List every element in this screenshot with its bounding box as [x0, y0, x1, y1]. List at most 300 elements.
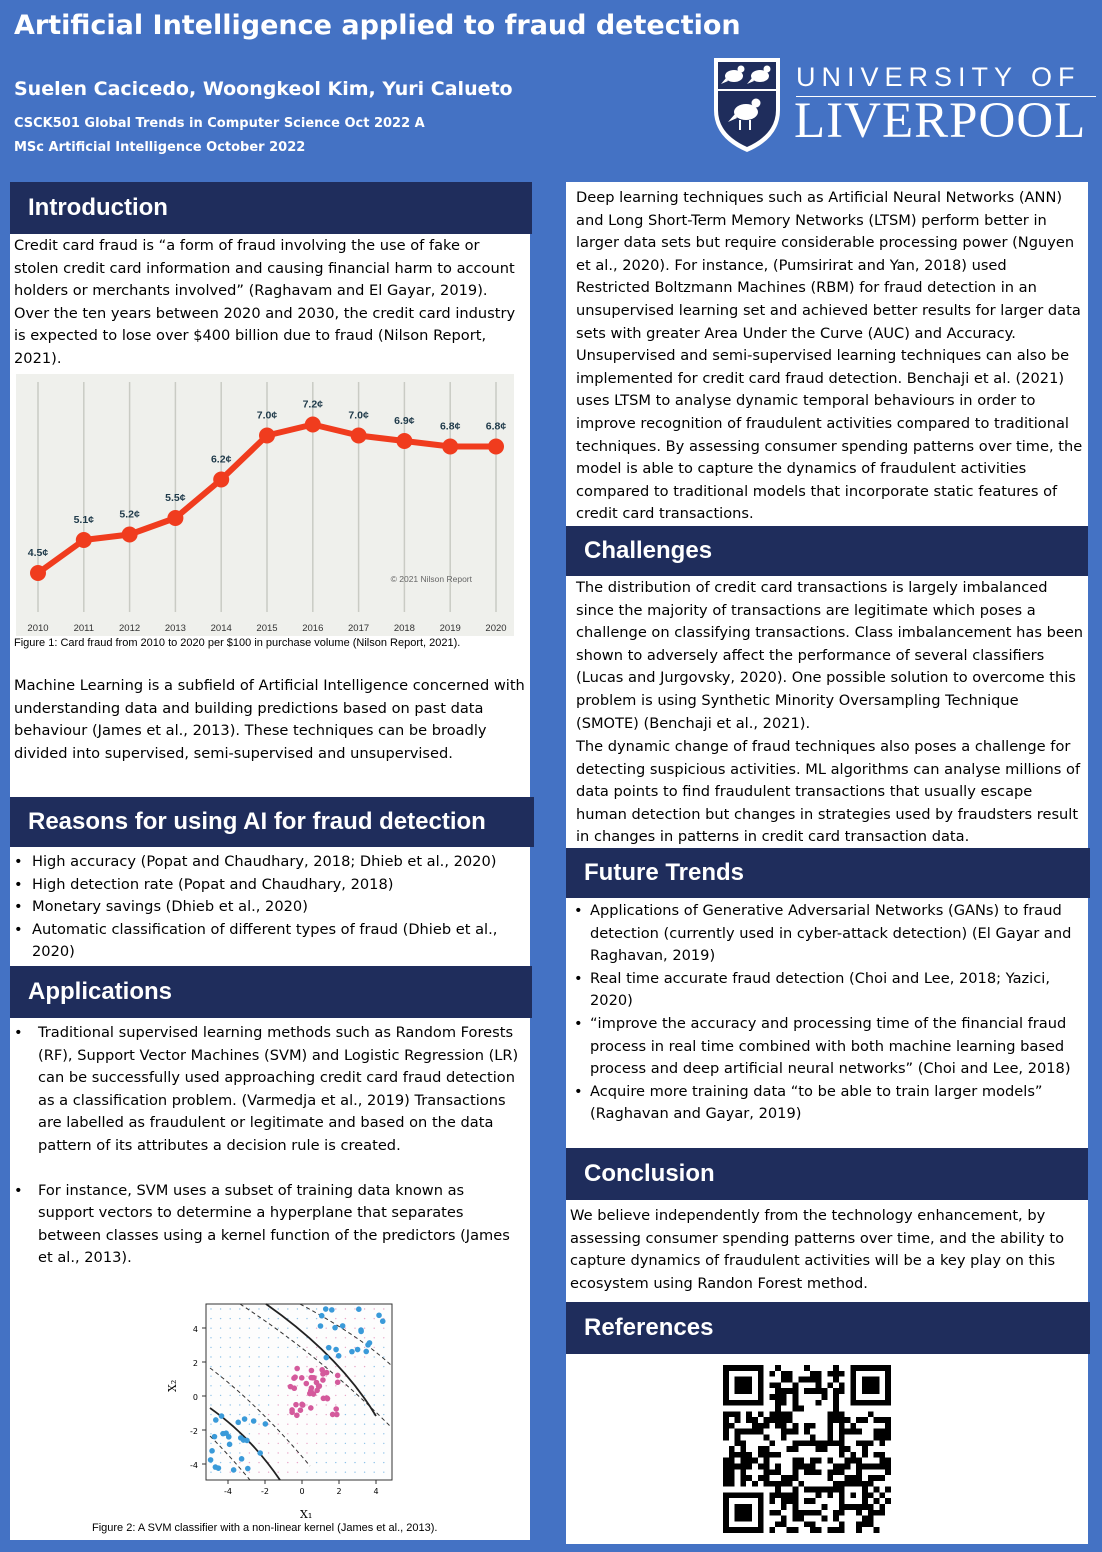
fig2-xlabel: X₁: [300, 1508, 313, 1521]
chart-data-label: 6.2¢: [210, 453, 232, 466]
qr-module: [874, 1527, 880, 1533]
fig2-bg-dot: [268, 1376, 269, 1377]
fig2-bg-dot: [306, 1443, 307, 1444]
fig2-bg-dot: [239, 1443, 240, 1444]
reasons-item: • High detection rate (Popat and Chaudhary, 2018): [10, 874, 526, 897]
fig2-bg-dot: [383, 1443, 384, 1444]
fig2-bg-dot: [335, 1404, 336, 1405]
fig2-bg-dot: [306, 1424, 307, 1425]
fig2-bg-dot: [364, 1472, 365, 1473]
fig2-bg-dot: [383, 1433, 384, 1434]
fig2-point-class-b: [244, 1438, 250, 1444]
qr-finder: [735, 1504, 752, 1521]
qr-module: [827, 1411, 833, 1417]
qr-module: [850, 1423, 856, 1429]
fig2-bg-dot: [230, 1376, 231, 1377]
qr-module: [781, 1498, 787, 1504]
fig2-bg-dot: [374, 1385, 375, 1386]
qr-finder: [735, 1377, 752, 1394]
fig2-bg-dot: [364, 1443, 365, 1444]
qr-module: [798, 1440, 804, 1446]
fig2-x-tick-label: -4: [224, 1487, 232, 1496]
qr-module: [839, 1463, 845, 1469]
fig2-bg-dot: [383, 1452, 384, 1453]
fig2-bg-dot: [326, 1337, 327, 1338]
fig2-bg-dot: [297, 1443, 298, 1444]
qr-module: [769, 1498, 775, 1504]
fig2-bg-dot: [326, 1385, 327, 1386]
fig2-bg-dot: [345, 1385, 346, 1386]
qr-module: [787, 1481, 793, 1487]
fig2-point-class-a: [289, 1410, 295, 1416]
fig2-bg-dot: [354, 1376, 355, 1377]
fig2-bg-dot: [374, 1376, 375, 1377]
qr-module: [798, 1458, 804, 1464]
qr-module: [821, 1516, 827, 1522]
qr-module: [821, 1487, 827, 1493]
fig2-bg-dot: [287, 1452, 288, 1453]
fig2-point-class-a: [293, 1402, 299, 1408]
fig2-bg-dot: [345, 1462, 346, 1463]
qr-module: [769, 1452, 775, 1458]
fig2-point-class-b: [226, 1434, 232, 1440]
qr-module: [816, 1388, 822, 1394]
qr-module: [793, 1475, 799, 1481]
fig2-point-class-b: [251, 1418, 257, 1424]
fig2-bg-dot: [335, 1433, 336, 1434]
qr-module: [781, 1388, 787, 1394]
fig2-bg-dot: [287, 1328, 288, 1329]
fig2-bg-dot: [230, 1385, 231, 1386]
fig2-bg-dot: [316, 1414, 317, 1415]
fig2-bg-dot: [326, 1404, 327, 1405]
fig2-bg-dot: [335, 1472, 336, 1473]
chart-data-label: 6.9¢: [394, 415, 415, 427]
qr-module: [833, 1411, 839, 1417]
fig2-bg-dot: [354, 1462, 355, 1463]
qr-module: [775, 1463, 781, 1469]
fig2-bg-dot: [345, 1308, 346, 1309]
conclusion-heading: Conclusion: [566, 1148, 1088, 1200]
fig2-bg-dot: [239, 1404, 240, 1405]
fig2-point-class-a: [303, 1381, 309, 1387]
qr-module: [816, 1510, 822, 1516]
fig2-bg-dot: [239, 1328, 240, 1329]
qr-module: [787, 1377, 793, 1383]
fig2-point-class-a: [309, 1385, 315, 1391]
qr-module: [810, 1435, 816, 1441]
qr-module: [775, 1382, 781, 1388]
qr-module: [856, 1510, 862, 1516]
qr-module: [833, 1510, 839, 1516]
fig2-bg-dot: [258, 1472, 259, 1473]
qr-module: [850, 1475, 856, 1481]
chart-x-tick-label: 2015: [256, 623, 278, 634]
qr-module: [885, 1429, 891, 1435]
fig2-bg-dot: [364, 1366, 365, 1367]
fig2-bg-dot: [335, 1424, 336, 1425]
qr-module: [758, 1452, 764, 1458]
qr-module: [874, 1487, 880, 1493]
qr-module: [821, 1394, 827, 1400]
qr-module: [764, 1452, 770, 1458]
qr-module: [810, 1521, 816, 1527]
fig2-bg-dot: [306, 1356, 307, 1357]
chart-x-tick-label: 2011: [73, 623, 95, 634]
qr-module: [827, 1435, 833, 1441]
qr-module: [764, 1435, 770, 1441]
qr-module: [874, 1498, 880, 1504]
fig2-bg-dot: [335, 1385, 336, 1386]
qr-module: [827, 1492, 833, 1498]
fig2-bg-dot: [220, 1308, 221, 1309]
chart-data-label: 7.0¢: [348, 409, 369, 422]
qr-module: [839, 1435, 845, 1441]
fig2-point-class-a: [299, 1402, 305, 1408]
fig2-x-tick-label: 0: [299, 1487, 305, 1496]
qr-module: [787, 1492, 793, 1498]
fig2-bg-dot: [220, 1337, 221, 1338]
qr-module: [758, 1463, 764, 1469]
fig2-bg-dot: [316, 1404, 317, 1405]
fig2-bg-dot: [345, 1395, 346, 1396]
fig2-bg-dot: [268, 1318, 269, 1319]
qr-module: [879, 1429, 885, 1435]
fig2-bg-dot: [278, 1433, 279, 1434]
fig2-point-class-a: [294, 1366, 300, 1372]
fig2-bg-dot: [258, 1462, 259, 1463]
fig2-point-class-a: [333, 1406, 339, 1412]
fig2-frame: [206, 1304, 392, 1480]
qr-module: [740, 1429, 746, 1435]
fig2-bg-dot: [345, 1452, 346, 1453]
fig2-bg-dot: [374, 1337, 375, 1338]
qr-module: [833, 1469, 839, 1475]
qr-module: [885, 1463, 891, 1469]
qr-module: [839, 1429, 845, 1435]
qr-module: [735, 1429, 741, 1435]
qr-module: [804, 1423, 810, 1429]
qr-module: [781, 1417, 787, 1423]
qr-module: [845, 1429, 851, 1435]
qr-module: [740, 1440, 746, 1446]
qr-module: [862, 1452, 868, 1458]
qr-module: [827, 1371, 833, 1377]
fig2-bg-dot: [326, 1443, 327, 1444]
qr-module: [833, 1440, 839, 1446]
qr-module: [752, 1423, 758, 1429]
qr-module: [874, 1510, 880, 1516]
chart-data-label: 6.8¢: [439, 420, 461, 433]
qr-module: [723, 1429, 729, 1435]
qr-module: [793, 1400, 799, 1406]
fig2-bg-dot: [258, 1308, 259, 1309]
chart-data-point: [396, 433, 412, 449]
fig2-bg-dot: [374, 1356, 375, 1357]
qr-module: [723, 1435, 729, 1441]
chart-data-point: [213, 472, 229, 488]
fig2-bg-dot: [364, 1356, 365, 1357]
fig2-point-class-b: [208, 1457, 214, 1463]
qr-module: [787, 1417, 793, 1423]
qr-module: [787, 1475, 793, 1481]
qr-module: [723, 1481, 729, 1487]
fig2-bg-dot: [297, 1347, 298, 1348]
fig2-bg-dot: [220, 1404, 221, 1405]
fig2-bg-dot: [249, 1424, 250, 1425]
qr-module: [769, 1440, 775, 1446]
qr-module: [746, 1458, 752, 1464]
qr-module: [874, 1452, 880, 1458]
qr-module: [839, 1446, 845, 1452]
qr-module: [769, 1417, 775, 1423]
fig2-point-class-b: [263, 1421, 269, 1427]
qr-module: [781, 1516, 787, 1522]
fig2-bg-dot: [297, 1385, 298, 1386]
fig2-point-class-b: [245, 1466, 251, 1472]
fig2-bg-dot: [345, 1366, 346, 1367]
fig2-bg-dot: [354, 1443, 355, 1444]
fig2-bg-dot: [364, 1337, 365, 1338]
fig2-bg-dot: [278, 1452, 279, 1453]
qr-module: [821, 1504, 827, 1510]
qr-module: [839, 1527, 845, 1533]
fig2-bg-dot: [268, 1404, 269, 1405]
fig2-bg-dot: [316, 1452, 317, 1453]
qr-module: [885, 1498, 891, 1504]
qr-module: [729, 1446, 735, 1452]
fig2-bg-dot: [364, 1462, 365, 1463]
qr-module: [816, 1400, 822, 1406]
fig2-point-class-a: [309, 1368, 315, 1374]
fig2-bg-dot: [316, 1424, 317, 1425]
qr-module: [856, 1458, 862, 1464]
qr-module: [787, 1411, 793, 1417]
fig2-bg-dot: [354, 1414, 355, 1415]
fig2-bg-dot: [306, 1376, 307, 1377]
qr-module: [845, 1463, 851, 1469]
qr-module: [804, 1429, 810, 1435]
fig2-bg-dot: [335, 1366, 336, 1367]
fig2-bg-dot: [326, 1452, 327, 1453]
fig2-bg-dot: [278, 1318, 279, 1319]
qr-module: [758, 1411, 764, 1417]
qr-module: [723, 1463, 729, 1469]
fig2-bg-dot: [258, 1337, 259, 1338]
fig2-bg-dot: [230, 1318, 231, 1319]
fig2-point-class-b: [329, 1307, 335, 1313]
qr-module: [781, 1400, 787, 1406]
fig2-bg-dot: [239, 1347, 240, 1348]
fig2-bg-dot: [239, 1462, 240, 1463]
qr-module: [810, 1487, 816, 1493]
qr-module: [885, 1417, 891, 1423]
qr-module: [816, 1458, 822, 1464]
fig2-bg-dot: [287, 1443, 288, 1444]
qr-module: [827, 1417, 833, 1423]
fig2-bg-dot: [230, 1404, 231, 1405]
fig2-bg-dot: [383, 1328, 384, 1329]
qr-module: [793, 1469, 799, 1475]
qr-module: [868, 1411, 874, 1417]
fig2-bg-dot: [249, 1452, 250, 1453]
fig2-bg-dot: [326, 1376, 327, 1377]
fig2-bg-dot: [335, 1308, 336, 1309]
qr-module: [885, 1487, 891, 1493]
fig2-point-class-a: [292, 1374, 298, 1380]
fig2-bg-dot: [354, 1404, 355, 1405]
qr-module: [839, 1417, 845, 1423]
fig2-bg-dot: [383, 1337, 384, 1338]
fig2-bg-dot: [374, 1318, 375, 1319]
fig2-bg-dot: [364, 1452, 365, 1453]
fig2-bg-dot: [335, 1462, 336, 1463]
fig2-bg-dot: [230, 1356, 231, 1357]
qr-module: [839, 1371, 845, 1377]
qr-module: [781, 1371, 787, 1377]
qr-module: [833, 1417, 839, 1423]
qr-module: [810, 1527, 816, 1533]
chart-x-tick-label: 2016: [302, 623, 324, 634]
fig2-bg-dot: [239, 1414, 240, 1415]
fig2-bg-dot: [354, 1308, 355, 1309]
fig2-bg-dot: [278, 1472, 279, 1473]
qr-module: [775, 1521, 781, 1527]
fig2-bg-dot: [210, 1347, 211, 1348]
qr-module: [810, 1463, 816, 1469]
fig2-bg-dot: [306, 1366, 307, 1367]
qr-module: [740, 1446, 746, 1452]
fig2-bg-dot: [297, 1462, 298, 1463]
fig2-bg-dot: [278, 1395, 279, 1396]
fig2-point-class-b: [216, 1465, 222, 1471]
qr-module: [787, 1446, 793, 1452]
qr-module: [856, 1463, 862, 1469]
qr-align: [850, 1492, 856, 1498]
fig2-bg-dot: [297, 1433, 298, 1434]
fig2-bg-dot: [210, 1318, 211, 1319]
qr-module: [793, 1463, 799, 1469]
qr-module: [816, 1492, 822, 1498]
qr-module: [879, 1463, 885, 1469]
qr-module: [816, 1377, 822, 1383]
fraud-line-chart: [16, 374, 514, 636]
qr-module: [793, 1388, 799, 1394]
fig2-y-tick-label: 2: [192, 1359, 198, 1368]
fig2-bg-dot: [258, 1328, 259, 1329]
fig2-bg-dot: [210, 1308, 211, 1309]
qr-module: [775, 1417, 781, 1423]
fig2-point-class-b: [257, 1450, 263, 1456]
fig2-bg-dot: [249, 1404, 250, 1405]
qr-module: [775, 1400, 781, 1406]
fig2-bg-dot: [268, 1433, 269, 1434]
qr-module: [827, 1429, 833, 1435]
fig2-point-class-a: [324, 1370, 330, 1376]
qr-module: [862, 1463, 868, 1469]
fig2-bg-dot: [210, 1433, 211, 1434]
fig2-bg-dot: [374, 1452, 375, 1453]
qr-module: [816, 1487, 822, 1493]
qr-module: [827, 1527, 833, 1533]
qr-module: [856, 1417, 862, 1423]
chart-data-point: [76, 532, 92, 548]
qr-module: [804, 1510, 810, 1516]
fig2-bg-dot: [278, 1385, 279, 1386]
fig2-bg-dot: [297, 1395, 298, 1396]
fig2-bg-dot: [297, 1308, 298, 1309]
qr-module: [879, 1458, 885, 1464]
qr-module: [798, 1406, 804, 1412]
qr-module: [810, 1377, 816, 1383]
fig2-bg-dot: [383, 1424, 384, 1425]
fig2-bg-dot: [268, 1356, 269, 1357]
qr-module: [775, 1492, 781, 1498]
qr-module: [775, 1411, 781, 1417]
fig2-x-tick-label: 2: [336, 1487, 342, 1496]
qr-module: [810, 1423, 816, 1429]
fig2-point-class-a: [324, 1395, 330, 1401]
qr-module: [816, 1371, 822, 1377]
qr-module: [775, 1510, 781, 1516]
qr-module: [879, 1475, 885, 1481]
qr-module: [827, 1487, 833, 1493]
fig2-point-class-b: [220, 1431, 226, 1437]
chart-data-point: [122, 527, 138, 543]
introduction-para2: Machine Learning is a subfield of Artificial Intelligence concerned with understanding data and building predictions based on past data behaviour (James et al., 2013). These techniques can be broadly divided into supervised, semi-supervised and unsupervised.: [14, 677, 525, 762]
fig2-y-tick-label: 0: [192, 1393, 198, 1402]
chart-x-tick-label: 2013: [164, 623, 186, 634]
fig2-point-class-b: [323, 1355, 329, 1361]
qr-module: [793, 1394, 799, 1400]
qr-module: [781, 1475, 787, 1481]
qr-module: [850, 1452, 856, 1458]
fig2-point-class-a: [320, 1377, 326, 1383]
qr-module: [833, 1377, 839, 1383]
qr-module: [781, 1377, 787, 1383]
fig2-bg-dot: [306, 1404, 307, 1405]
fig2-point-class-a: [288, 1384, 294, 1390]
qr-module: [845, 1475, 851, 1481]
qr-module: [793, 1527, 799, 1533]
fig2-bg-dot: [335, 1452, 336, 1453]
fig2-point-class-a: [294, 1412, 300, 1418]
qr-module: [752, 1429, 758, 1435]
qr-module: [735, 1452, 741, 1458]
fig2-bg-dot: [258, 1443, 259, 1444]
fig2-bg-dot: [249, 1462, 250, 1463]
fig2-bg-dot: [306, 1433, 307, 1434]
qr-module: [874, 1463, 880, 1469]
qr-module: [723, 1417, 729, 1423]
qr-module: [874, 1435, 880, 1441]
qr-module: [787, 1388, 793, 1394]
fig2-bg-dot: [326, 1424, 327, 1425]
qr-module: [729, 1411, 735, 1417]
qr-module: [735, 1417, 741, 1423]
qr-module: [879, 1492, 885, 1498]
qr-module: [804, 1521, 810, 1527]
qr-code-icon[interactable]: [723, 1365, 891, 1533]
chart-x-tick-label: 2010: [27, 623, 49, 634]
fig2-bg-dot: [364, 1308, 365, 1309]
qr-module: [723, 1423, 729, 1429]
qr-module: [775, 1423, 781, 1429]
future-trends-list: [570, 900, 1084, 1126]
fig2-point-class-b: [336, 1353, 342, 1359]
fig2-point-class-b: [318, 1323, 324, 1329]
qr-module: [764, 1458, 770, 1464]
